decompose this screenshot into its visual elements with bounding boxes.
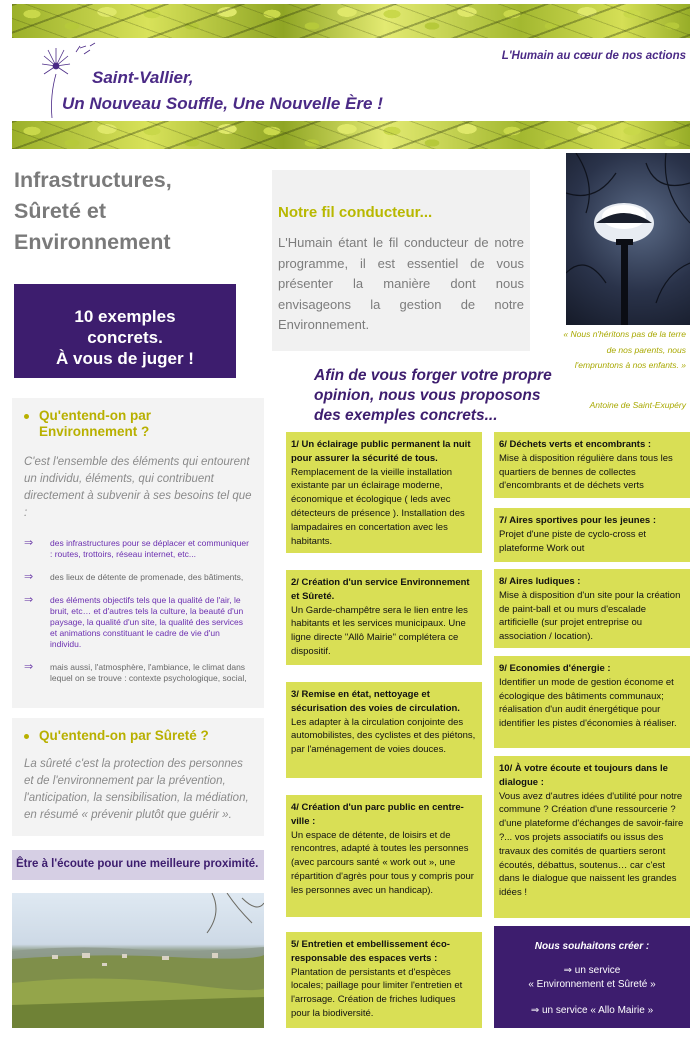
list-item <box>24 595 252 650</box>
example-card-3 <box>286 682 482 778</box>
example-card-body: Identifier un mode de gestion économe et écologique des bâtiments communaux; réalisation d'un audit énergétique pour identifier les pistes d'économies à réaliser. <box>499 676 677 730</box>
example-card-title: 8/ Aires ludiques : <box>499 576 581 587</box>
page-title <box>14 165 254 258</box>
example-card-body: Mise à disposition d'un site pour la création de paint-ball et ou murs d'escalade artificielle (sur projet entreprise ou association / location). <box>499 589 681 643</box>
page-title-line1: Infrastructures, <box>14 168 172 192</box>
brand-title <box>62 68 383 114</box>
street-lamp-photo <box>566 153 690 325</box>
fil-conducteur-title: Notre fil conducteur... <box>278 204 433 221</box>
page-title-line2: Sûreté et <box>14 199 107 223</box>
surete-definition-box <box>12 718 264 836</box>
landscape-scene-icon <box>12 893 264 1028</box>
create-service-item2: ⇒ un service « Allo Mairie » <box>530 1005 654 1016</box>
example-card-title: 10/ À votre écoute et toujours dans le dialogue : <box>499 763 668 788</box>
example-card-4 <box>286 795 482 917</box>
arrow-right-icon: ⇒ <box>24 537 34 549</box>
list-item-text: mais aussi, l'atmosphère, l'ambiance, le climat dans lequel on se trouve : contexte psychologique, social, <box>50 662 247 683</box>
intro-text: Afin de vous forger votre propre opinion, nous vous proposons des exemples concrets... <box>314 367 552 424</box>
create-services-box <box>494 926 690 1028</box>
example-card-title: 4/ Création d'un parc public en centre-ville : <box>291 802 464 827</box>
environment-definition-box <box>12 398 264 708</box>
examples-callout <box>14 284 236 378</box>
fil-conducteur-box <box>272 170 530 351</box>
example-card-9 <box>494 656 690 748</box>
surete-definition-text: La sûreté c'est la protection des personnes et de l'environnement par la prévention, l'anticipation, la sensibilisation, la médiation, en résumé « prévenir plutôt que guérir ». <box>24 758 249 821</box>
example-card-body: Remplacement de la vieille installation existante par un éclairage moderne, économique et écologique ( leds avec détecteurs de présence ). Installation des lampadaires en concertation avec les habitants. <box>291 466 465 547</box>
quote-author: Antoine de Saint-Exupéry <box>589 400 686 410</box>
header-leaf-banner-bottom <box>12 121 690 149</box>
example-card-8 <box>494 569 690 648</box>
example-card-7 <box>494 508 690 562</box>
environment-heading-text: Qu'entend-on par Environnement ? <box>39 408 151 439</box>
example-card-title: 6/ Déchets verts et encombrants : <box>499 439 652 450</box>
list-item <box>24 662 252 684</box>
example-card-title: 3/ Remise en état, nettoyage et sécurisation des voies de circulation. <box>291 689 460 714</box>
example-card-body: Un Garde-champêtre sera le lien entre les habitants et les services municipaux. Une ligne directe "Allô Mairie" complétera ce dispositif. <box>291 604 468 657</box>
brand-title-line2: Un Nouveau Souffle, Une Nouvelle Ère ! <box>62 94 383 113</box>
street-lamp-icon <box>566 153 690 325</box>
landscape-photo <box>12 893 264 1028</box>
brand-title-line1: Saint-Vallier, <box>92 68 194 87</box>
tagline: L'Humain au cœur de nos actions <box>501 50 686 62</box>
arrow-right-icon: ⇒ <box>24 571 34 583</box>
examples-callout-line2: concrets. <box>87 328 163 347</box>
bullet-dot-icon <box>24 414 29 419</box>
list-item <box>24 572 252 583</box>
proximity-banner: Être à l'écoute pour une meilleure proximité. <box>12 850 264 880</box>
example-card-title: 2/ Création d'un service Environnement et Sûreté. <box>291 577 470 602</box>
example-card-body: Plantation de persistants et d'espèces locales; paillage pour limiter l'entretien et l'arrosage. Création de friches ludiques pour la biodiversité. <box>291 966 463 1019</box>
example-card-title: 9/ Economies d'énergie : <box>499 663 611 674</box>
example-card-title: 5/ Entretien et embellissement éco-responsable des espaces verts : <box>291 939 450 964</box>
arrow-right-icon: ⇒ <box>24 594 34 606</box>
create-service-item1-line2: « Environnement et Sûreté » <box>528 979 656 990</box>
examples-callout-line3: À vous de juger ! <box>56 349 194 368</box>
example-card-1 <box>286 432 482 553</box>
bullet-dot-icon <box>24 734 29 739</box>
header-leaf-banner-top <box>12 4 690 38</box>
example-card-6 <box>494 432 690 498</box>
example-card-body: Un espace de détente, de loisirs et de rencontres, adapté à toutes les personnes (avec parcours santé « work out », une répartition d'agrès pour tous y compris pour les personnes avec un handicap). <box>291 829 474 896</box>
list-item-text: des infrastructures pour se déplacer et communiquer : routes, trottoirs, réseau internet, etc... <box>50 538 249 559</box>
example-card-5 <box>286 932 482 1028</box>
surete-heading <box>24 728 252 744</box>
create-services-title: Nous souhaitons créer : <box>534 941 650 952</box>
quote-text: « Nous n'héritons pas de la terre de nos parents, nous l'empruntons à nos enfants. » <box>563 329 686 370</box>
examples-callout-line1: 10 exemples <box>74 307 176 326</box>
create-service-item1-line1: ⇒ un service <box>563 965 621 976</box>
arrow-right-icon: ⇒ <box>24 661 34 673</box>
example-card-title: 1/ Un éclairage public permanent la nuit pour assurer la sécurité de tous. <box>291 439 471 464</box>
example-card-10 <box>494 756 690 918</box>
example-card-body: Mise à disposition régulière dans tous les quartiers de bennes de collectes d'encombrants et de déchets verts <box>499 452 673 492</box>
surete-heading-text: Qu'entend-on par Sûreté ? <box>39 728 209 743</box>
example-card-2 <box>286 570 482 665</box>
list-item-text: des éléments objectifs tels que la qualité de l'air, le bruit, etc… et d'autres tels la culture, la beauté d'un paysage, la qualité d'un site, la qualité des services et animations constituant le cadre de vie d'un individu. <box>50 595 244 649</box>
list-item <box>24 538 252 560</box>
environment-heading <box>24 408 252 440</box>
example-card-body: Vous avez d'autres idées d'utilité pour notre commune ? Création d'une ressourcerie ? d'une plateforme d'échanges de savoir-faire ?... vos projets associatifs ou issus des travaux des comités de quartiers seront écoutés, débattus, soutenus… car c'est dans le dialogue que naissent les grandes idées ! <box>499 790 684 899</box>
environment-definition-text: C'est l'ensemble des éléments qui entourent un individu, éléments, qui contribuent directement à subvenir à ses besoins tel que : <box>24 456 252 519</box>
fil-conducteur-text: L'Humain étant le fil conducteur de notre programme, il est essentiel de vous présenter la manière dont nous envisageons la gestion de notre Environnement. <box>278 235 524 332</box>
page-title-line3: Environnement <box>14 230 171 254</box>
example-card-title: 7/ Aires sportives pour les jeunes : <box>499 515 656 526</box>
example-card-body: Projet d'une piste de cyclo-cross et plateforme Work out <box>499 528 647 554</box>
example-card-body: Les adapter à la circulation conjointe des automobilistes, des cyclistes et des piétons, par l'aménagement de voies douces. <box>291 716 476 756</box>
list-item-text: des lieux de détente de promenade, des bâtiments, <box>50 572 244 582</box>
